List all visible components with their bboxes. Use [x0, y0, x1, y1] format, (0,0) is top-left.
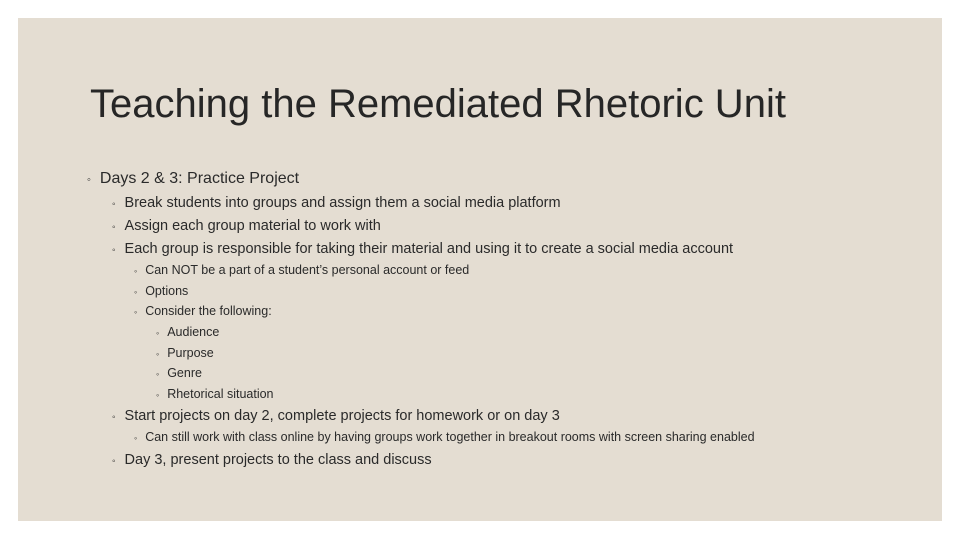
bullet-break-students: [112, 195, 561, 211]
bullet-marker: ◦: [156, 369, 160, 379]
slide: [18, 18, 942, 521]
bullet-text: Can still work with class online by having groups work together in breakout rooms with screen sharing enabled: [145, 430, 755, 444]
bullet-marker: ◦: [112, 199, 116, 210]
bullet-text: Day 3, present projects to the class and discuss: [124, 452, 432, 468]
bullet-assign-material: [112, 218, 381, 234]
bullet-marker: ◦: [134, 287, 138, 297]
bullet-group-responsible: [112, 241, 733, 257]
bullet-marker: ◦: [112, 456, 116, 467]
bullet-day-3: [112, 452, 432, 468]
bullet-text: Options: [145, 284, 189, 298]
bullet-text: Rhetorical situation: [167, 387, 274, 401]
bullet-text: Can NOT be a part of a student’s personal account or feed: [145, 263, 470, 277]
bullet-purpose: [156, 346, 214, 360]
bullet-marker: ◦: [112, 245, 116, 256]
bullet-start-projects: [112, 408, 560, 424]
bullet-text: Assign each group material to work with: [124, 218, 381, 234]
bullet-marker: ◦: [112, 222, 116, 233]
slide-title: Teaching the Remediated Rhetoric Unit: [90, 82, 786, 126]
bullet-text: Start projects on day 2, complete projects for homework or on day 3: [124, 408, 560, 424]
bullet-marker: ◦: [134, 307, 138, 317]
bullet-rhetorical-situation: [156, 387, 274, 401]
bullet-not-personal: [134, 263, 469, 277]
bullet-marker: ◦: [134, 433, 138, 443]
bullet-marker: ◦: [156, 390, 160, 400]
bullet-marker: ◦: [156, 328, 160, 338]
bullet-marker: ◦: [156, 349, 160, 359]
bullet-options: [134, 284, 188, 298]
bullet-audience: [156, 325, 219, 339]
bullet-text: Purpose: [167, 346, 214, 360]
bullet-genre: [156, 366, 202, 380]
bullet-text: Genre: [167, 366, 202, 380]
bullet-text: Each group is responsible for taking their material and using it to create a social media account: [124, 241, 734, 257]
bullet-text: Consider the following:: [145, 304, 272, 318]
bullet-days-2-3: [87, 170, 299, 188]
bullet-text: Audience: [167, 325, 220, 339]
bullet-consider: [134, 304, 272, 318]
bullet-marker: ◦: [87, 174, 91, 186]
bullet-marker: ◦: [134, 266, 138, 276]
bullet-online: [134, 430, 755, 444]
bullet-text: Days 2 & 3: Practice Project: [99, 170, 300, 187]
bullet-marker: ◦: [112, 412, 116, 423]
bullet-text: Break students into groups and assign them a social media platform: [124, 195, 561, 211]
